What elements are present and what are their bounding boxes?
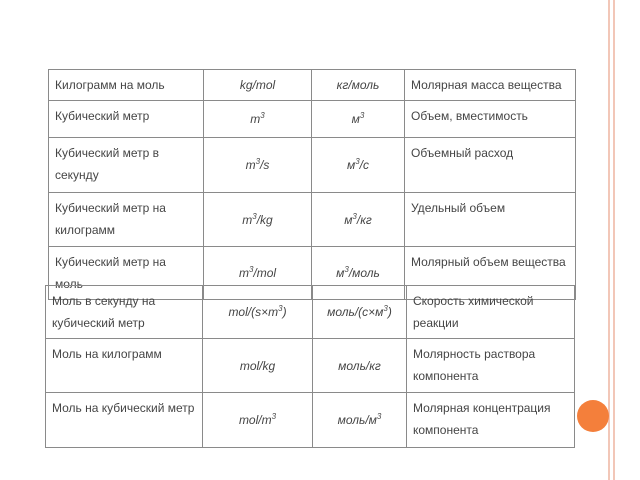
quantity-name: Скорость химической реакции [407,286,575,339]
quantity-name: Молярность раствора компонента [407,339,575,393]
si-unit: $m^3/kg$ [204,193,312,247]
ru-unit: кг/моль [312,70,405,101]
si-unit: $m^3$ [204,101,312,138]
unit-name: Кубический метр [49,101,204,138]
si-unit: mol/$m^3$ [203,393,313,448]
table-row [46,286,575,339]
quantity-name: Молярный объем вещества [405,247,576,300]
ru-unit: $м^3$ [312,101,405,138]
table-row [49,101,576,138]
quantity-name: Молярная концентрация компонента [407,393,575,448]
units-table-lower [45,285,575,448]
ru-unit: $м^3$/моль [312,247,405,300]
unit-name: Кубический метр на моль [49,247,204,300]
si-unit: mol/kg [203,339,313,393]
ru-unit: моль/$м^3$ [313,393,407,448]
unit-name: Кубический метр в секунду [49,138,204,193]
ru-unit: $м^3/с$ [312,138,405,193]
unit-name: Килограмм на моль [49,70,204,101]
table-row [49,193,576,247]
table-row [46,393,575,448]
quantity-name: Молярная масса вещества [405,70,576,101]
units-table-upper [48,69,576,300]
si-unit: kg/mol [204,70,312,101]
table-row [49,70,576,101]
unit-name: Моль на килограмм [46,339,203,393]
ru-unit: моль/кг [313,339,407,393]
slide-frame-line-outer [608,0,610,480]
unit-name: Моль на кубический метр [46,393,203,448]
decorative-circle [577,400,609,432]
quantity-name: Удельный объем [405,193,576,247]
ru-unit: $м^3/кг$ [312,193,405,247]
table-row [46,339,575,393]
slide-frame-line-inner [613,0,615,480]
quantity-name: Объемный расход [405,138,576,193]
si-unit: $m^3/s$ [204,138,312,193]
unit-name: Моль в секунду на кубический метр [46,286,203,339]
unit-name: Кубический метр на килограмм [49,193,204,247]
quantity-name: Объем, вместимость [405,101,576,138]
ru-unit: моль/$(с\times м^3)$ [313,286,407,339]
si-unit: mol/$(s\times m^3)$ [203,286,313,339]
table-row [49,138,576,193]
si-unit: $m^3$/mol [204,247,312,300]
